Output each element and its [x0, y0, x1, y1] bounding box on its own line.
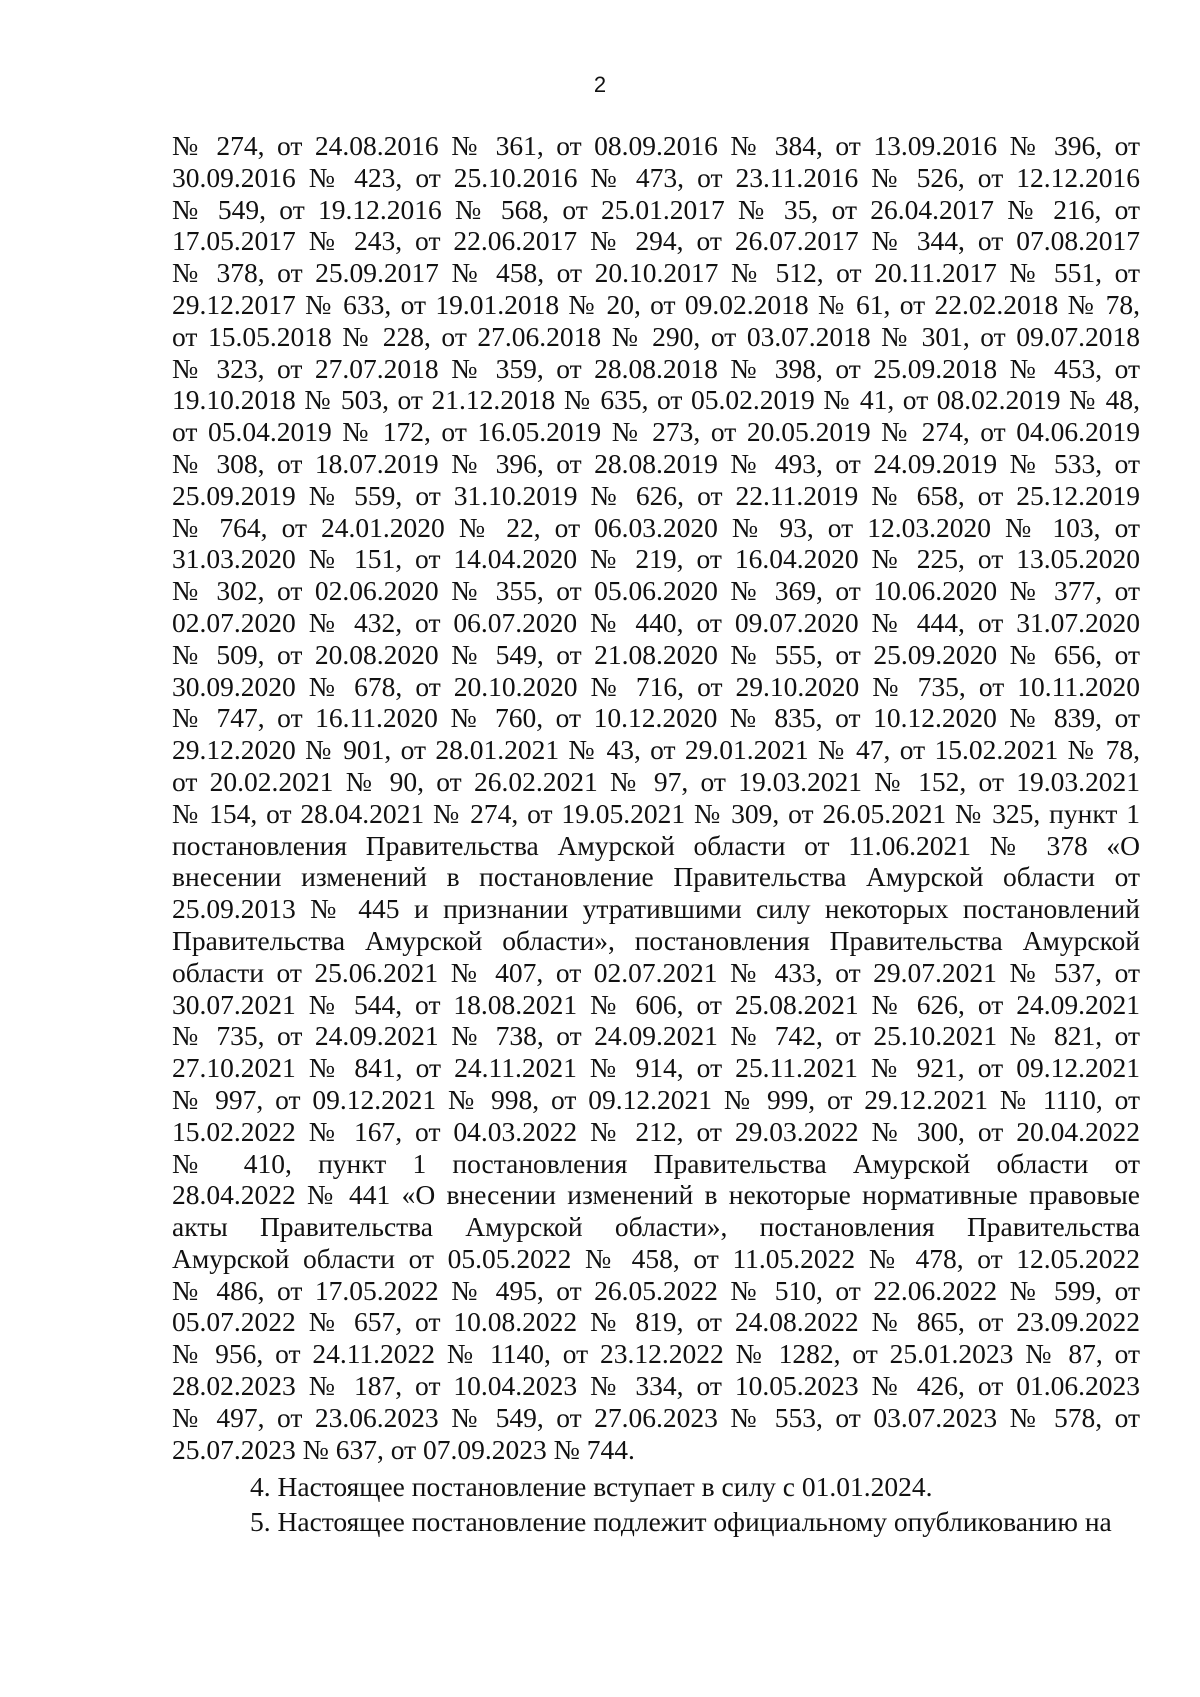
text-line: 28.04.2022 № 441 «О внесении изменений в некоторые нормативные правовые [172, 1179, 1140, 1211]
text-line: № 378, от 25.09.2017 № 458, от 20.10.2017 № 512, от 20.11.2017 № 551, от [172, 257, 1140, 289]
text-line: 28.02.2023 № 187, от 10.04.2023 № 334, от 10.05.2023 № 426, от 01.06.2023 [172, 1370, 1140, 1402]
text-line: № 956, от 24.11.2022 № 1140, от 23.12.2022 № 1282, от 25.01.2023 № 87, от [172, 1338, 1140, 1370]
text-line: 25.09.2013 № 445 и признании утратившими силу некоторых постановлений [172, 893, 1140, 925]
text-line: № 274, от 24.08.2016 № 361, от 08.09.2016 № 384, от 13.09.2016 № 396, от [172, 130, 1140, 161]
text-line: № 302, от 02.06.2020 № 355, от 05.06.2020 № 369, от 10.06.2020 № 377, от [172, 575, 1140, 607]
text-line: № 323, от 27.07.2018 № 359, от 28.08.2018 № 398, от 25.09.2018 № 453, от [172, 352, 1140, 384]
text-line: области от 25.06.2021 № 407, от 02.07.2021 № 433, от 29.07.2021 № 537, от [172, 956, 1140, 988]
text-line: 30.09.2016 № 423, от 25.10.2016 № 473, от 23.11.2016 № 526, от 12.12.2016 [172, 161, 1140, 193]
paragraph-effective-date: 4. Настоящее постановление вступает в силу с 01.01.2024. [250, 1471, 933, 1503]
text-line: Амурской области от 05.05.2022 № 458, от 11.05.2022 № 478, от 12.05.2022 [172, 1242, 1140, 1274]
text-line: 25.07.2023 № 637, от 07.09.2023 № 744. [172, 1433, 635, 1465]
text-line: № 997, от 09.12.2021 № 998, от 09.12.2021 № 999, от 29.12.2021 № 1110, от [172, 1083, 1140, 1115]
text-line: № 764, от 24.01.2020 № 22, от 06.03.2020 № 93, от 12.03.2020 № 103, от [172, 511, 1140, 543]
text-line: 02.07.2020 № 432, от 06.07.2020 № 440, от 09.07.2020 № 444, от 31.07.2020 [172, 606, 1140, 638]
text-line: 27.10.2021 № 841, от 24.11.2021 № 914, от 25.11.2021 № 921, от 09.12.2021 [172, 1052, 1140, 1084]
text-line: 19.10.2018 № 503, от 21.12.2018 № 635, от 05.02.2019 № 41, от 08.02.2019 № 48, [172, 384, 1140, 416]
text-line: № 410, пункт 1 постановления Правительства Амурской области от [172, 1147, 1140, 1179]
text-line: 29.12.2017 № 633, от 19.01.2018 № 20, от 09.02.2018 № 61, от 22.02.2018 № 78, [172, 288, 1140, 320]
text-line: № 747, от 16.11.2020 № 760, от 10.12.2020 № 835, от 10.12.2020 № 839, от [172, 702, 1140, 734]
text-line: 31.03.2020 № 151, от 14.04.2020 № 219, от 16.04.2020 № 225, от 13.05.2020 [172, 543, 1140, 575]
text-line: от 05.04.2019 № 172, от 16.05.2019 № 273, от 20.05.2019 № 274, от 04.06.2019 [172, 416, 1140, 448]
paragraph-publication: 5. Настоящее постановление подлежит официальному опубликованию на [250, 1506, 1112, 1538]
text-line: № 735, от 24.09.2021 № 738, от 24.09.2021 № 742, от 25.10.2021 № 821, от [172, 1020, 1140, 1052]
text-line: № 308, от 18.07.2019 № 396, от 28.08.2019 № 493, от 24.09.2019 № 533, от [172, 447, 1140, 479]
text-line: № 509, от 20.08.2020 № 549, от 21.08.2020 № 555, от 25.09.2020 № 656, от [172, 638, 1140, 670]
text-line: № 497, от 23.06.2023 № 549, от 27.06.2023 № 553, от 03.07.2023 № 578, от [172, 1401, 1140, 1433]
page-number: 2 [593, 72, 607, 97]
text-line: Правительства Амурской области», постановления Правительства Амурской [172, 924, 1140, 956]
text-line: 17.05.2017 № 243, от 22.06.2017 № 294, от 26.07.2017 № 344, от 07.08.2017 [172, 225, 1140, 257]
text-line: 30.09.2020 № 678, от 20.10.2020 № 716, от 29.10.2020 № 735, от 10.11.2020 [172, 670, 1140, 702]
text-line: от 15.05.2018 № 228, от 27.06.2018 № 290, от 03.07.2018 № 301, от 09.07.2018 [172, 320, 1140, 352]
text-line: 15.02.2022 № 167, от 04.03.2022 № 212, от 29.03.2022 № 300, от 20.04.2022 [172, 1115, 1140, 1147]
text-line: акты Правительства Амурской области», постановления Правительства [172, 1211, 1140, 1243]
text-line: от 20.02.2021 № 90, от 26.02.2021 № 97, от 19.03.2021 № 152, от 19.03.2021 [172, 765, 1140, 797]
text-line: № 154, от 28.04.2021 № 274, от 19.05.2021 № 309, от 26.05.2021 № 325, пункт 1 [172, 797, 1140, 829]
text-line: 25.09.2019 № 559, от 31.10.2019 № 626, от 22.11.2019 № 658, от 25.12.2019 [172, 479, 1140, 511]
text-line: № 549, от 19.12.2016 № 568, от 25.01.2017 № 35, от 26.04.2017 № 216, от [172, 193, 1140, 225]
text-line: 05.07.2022 № 657, от 10.08.2022 № 819, от 24.08.2022 № 865, от 23.09.2022 [172, 1306, 1140, 1338]
text-line: 29.12.2020 № 901, от 28.01.2021 № 43, от 29.01.2021 № 47, от 15.02.2021 № 78, [172, 734, 1140, 766]
text-line: постановления Правительства Амурской области от 11.06.2021 № 378 «О [172, 829, 1140, 861]
body-text [172, 130, 1140, 1539]
text-line: внесении изменений в постановление Правительства Амурской области от [172, 861, 1140, 893]
text-line: 30.07.2021 № 544, от 18.08.2021 № 606, от 25.08.2021 № 626, от 24.09.2021 [172, 988, 1140, 1020]
text-line: № 486, от 17.05.2022 № 495, от 26.05.2022 № 510, от 22.06.2022 № 599, от [172, 1274, 1140, 1306]
